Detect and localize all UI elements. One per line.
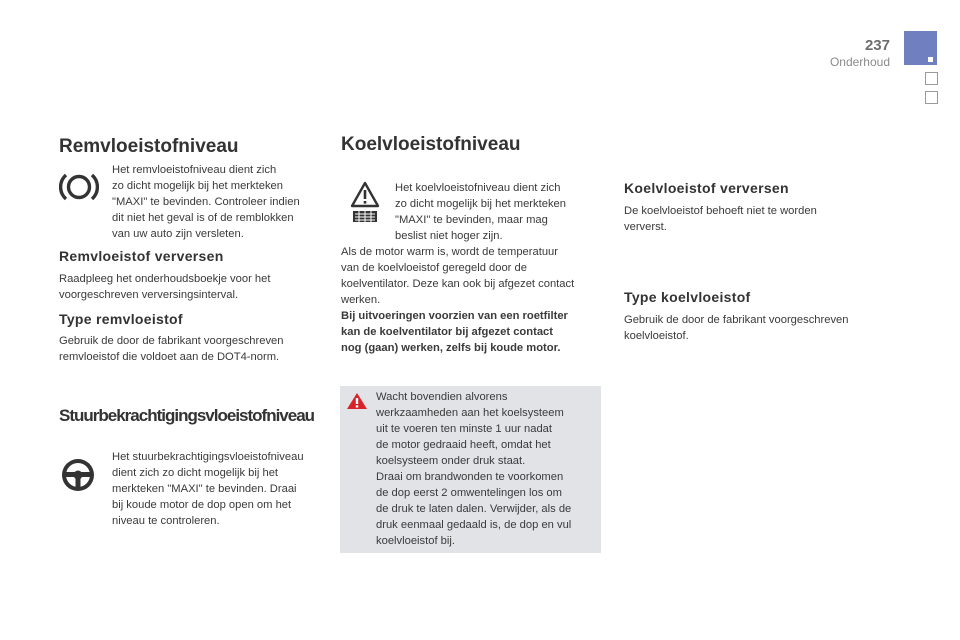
- brake-type-text: [59, 333, 329, 365]
- text-line: koelventilator. Deze kan ook bij afgezet contact: [341, 278, 575, 290]
- steering-wheel-icon: [59, 456, 97, 494]
- text-line: de motor gedraaid heeft, omdat het: [376, 439, 551, 451]
- text-line: van de koelvloeistof geregeld door de: [341, 262, 527, 274]
- text-line: uit te voeren ten minste 1 uur nadat: [376, 423, 553, 435]
- brake-intro-text: [112, 162, 322, 242]
- text-line: Als de motor warm is, wordt de temperatuur: [341, 246, 558, 258]
- brake-type-title: Type remvloeistof: [59, 311, 183, 327]
- text-line: dient zich zo dicht mogelijk bij het: [112, 467, 279, 479]
- text-line: ververst.: [624, 221, 667, 233]
- text-line: koelsysteem onder druk staat.: [376, 455, 526, 467]
- coolant-warning-icon: [350, 180, 380, 224]
- text-line: "MAXI" te bevinden, maar mag: [395, 214, 548, 226]
- text-line: koelvloeistof bij.: [376, 535, 455, 547]
- brake-replace-title: Remvloeistof verversen: [59, 248, 224, 264]
- coolant-type-text: [624, 312, 884, 344]
- text-line: de druk te laten dalen. Verwijder, als de: [376, 503, 572, 515]
- steering-fluid-title: Stuurbekrachtigingsvloeistofniveau: [59, 406, 315, 425]
- coolant-type-title: Type koelvloeistof: [624, 289, 751, 305]
- text-line: werken.: [341, 294, 381, 306]
- text-line: Gebruik de door de fabrikant voorgeschreven: [59, 335, 284, 347]
- coolant-replace-title: Koelvloeistof verversen: [624, 180, 789, 196]
- warning-text: [376, 389, 598, 549]
- coolant-body-text: [341, 244, 606, 356]
- text-line: zo dicht mogelijk bij het merkteken: [112, 180, 283, 192]
- text-line: werkzaamheden aan het koelsysteem: [376, 407, 564, 419]
- section-label[interactable]: Onderhoud: [829, 55, 890, 69]
- text-line: Het stuurbekrachtigingsvloeistofniveau: [112, 451, 304, 463]
- text-line: koelvloeistof.: [624, 330, 689, 342]
- text-line: merkteken "MAXI" te bevinden. Draai: [112, 483, 297, 495]
- text-line: van uw auto zijn versleten.: [112, 228, 244, 240]
- text-line: remvloeistof die voldoet aan de DOT4-norm.: [59, 351, 280, 363]
- text-line: Gebruik de door de fabrikant voorgeschreven: [624, 314, 849, 326]
- text-line: Wacht bovendien alvorens: [376, 391, 508, 403]
- text-line: zo dicht mogelijk bij het merkteken: [395, 198, 566, 210]
- coolant-intro-text: [395, 180, 605, 244]
- coolant-level-title: Koelvloeistofniveau: [341, 134, 521, 155]
- steering-fluid-text: [112, 449, 327, 529]
- text-line: de dop eerst 2 omwentelingen los om: [376, 487, 562, 499]
- text-line-bold: Bij uitvoeringen voorzien van een roetfilter: [341, 310, 568, 322]
- chapter-tab[interactable]: [925, 72, 938, 85]
- text-line-bold: kan de koelventilator bij afgezet contact: [341, 326, 553, 338]
- brake-fluid-level-title: Remvloeistofniveau: [59, 136, 239, 157]
- brake-replace-text: [59, 271, 329, 303]
- text-line: "MAXI" te bevinden. Controleer indien: [112, 196, 300, 208]
- chapter-tab-active[interactable]: [904, 31, 937, 65]
- text-line-bold: nog (gaan) werken, zelfs bij koude motor.: [341, 342, 561, 354]
- text-line: Draai om brandwonden te voorkomen: [376, 471, 564, 483]
- brake-warning-icon: [59, 170, 99, 204]
- text-line: bij koude motor de dop open om het: [112, 499, 292, 511]
- chapter-tab[interactable]: [925, 91, 938, 104]
- text-line: Raadpleeg het onderhoudsboekje voor het: [59, 273, 271, 285]
- text-line: Het remvloeistofniveau dient zich: [112, 164, 277, 176]
- text-line: niveau te controleren.: [112, 515, 220, 527]
- page-number: 237: [864, 37, 890, 54]
- text-line: beslist niet hoger zijn.: [395, 230, 503, 242]
- text-line: voorgeschreven verversingsinterval.: [59, 289, 239, 301]
- coolant-replace-text: [624, 203, 884, 235]
- text-line: dit niet het geval is of de remblokken: [112, 212, 294, 224]
- text-line: druk eenmaal gedaald is, de dop en vul: [376, 519, 572, 531]
- exclamation-warning-icon: [346, 392, 368, 410]
- text-line: Het koelvloeistofniveau dient zich: [395, 182, 561, 194]
- text-line: De koelvloeistof behoeft niet te worden: [624, 205, 817, 217]
- tab-marker: [928, 57, 933, 62]
